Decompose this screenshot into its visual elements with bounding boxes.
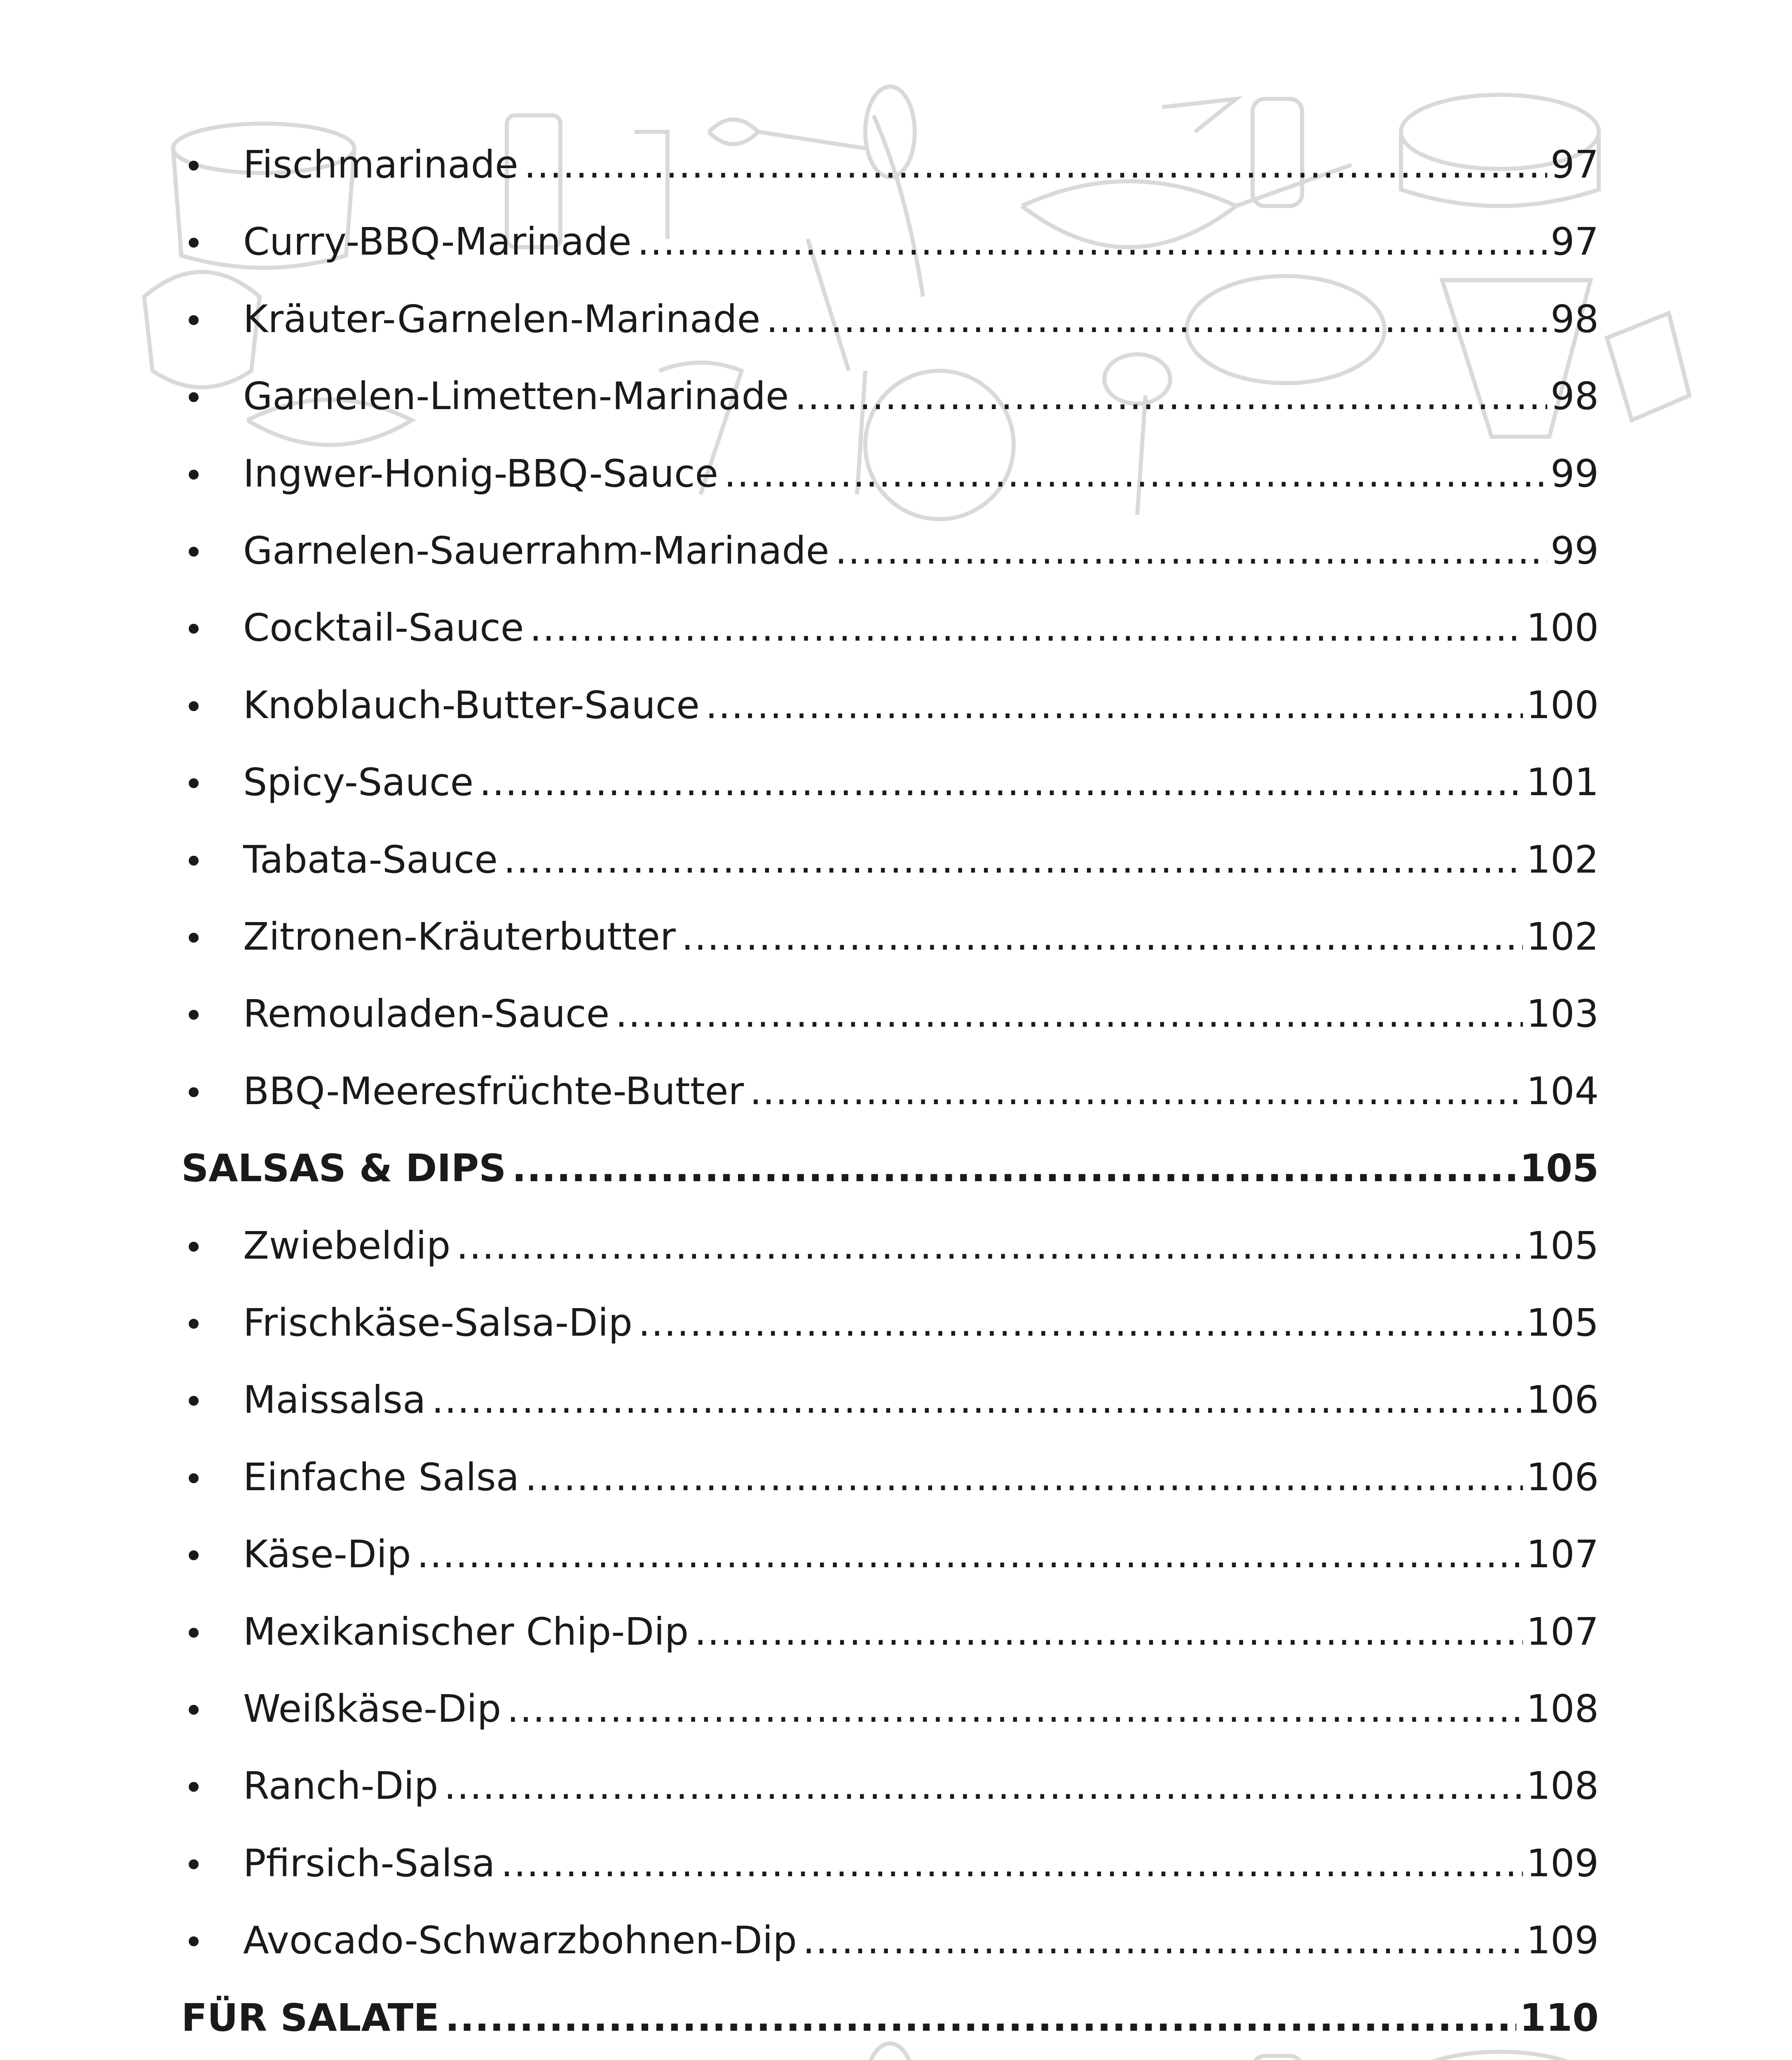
bullet-icon xyxy=(181,1670,243,1748)
toc-page-number: 104 xyxy=(1526,1069,1599,1113)
toc-entry xyxy=(181,1825,1599,1902)
toc-entry-title: Zwiebeldip xyxy=(243,1223,451,1268)
dot-leader xyxy=(724,435,1547,513)
toc-entry xyxy=(181,1053,1599,1130)
bullet-icon xyxy=(181,1902,243,1979)
dot-leader xyxy=(638,1284,1523,1362)
dot-leader xyxy=(766,281,1547,358)
dot-leader xyxy=(637,203,1547,281)
dot-leader xyxy=(630,2056,1523,2060)
toc-entry xyxy=(181,744,1599,821)
bullet-icon xyxy=(181,1593,243,1671)
toc-entry-title: Garnelen-Limetten-Marinade xyxy=(243,374,789,419)
toc-entry xyxy=(181,589,1599,667)
bullet-icon xyxy=(181,975,243,1053)
toc-entry xyxy=(181,1207,1599,1285)
toc-page-number: 109 xyxy=(1526,1841,1599,1885)
dot-leader xyxy=(507,1670,1523,1748)
dot-leader xyxy=(417,1516,1523,1593)
bullet-icon xyxy=(181,1439,243,1516)
toc-entry xyxy=(181,1439,1599,1516)
bullet-icon xyxy=(181,589,243,667)
toc-entry-title: Spicy-Sauce xyxy=(243,760,474,805)
toc-entry-title: Garnelen-Sauerrahm-Marinade xyxy=(243,529,829,573)
toc-entry-title: Maissalsa xyxy=(243,1378,426,1422)
dot-leader xyxy=(444,1747,1523,1825)
toc-page-number: 108 xyxy=(1526,1687,1599,1731)
toc-entry xyxy=(181,1670,1599,1748)
bullet-icon xyxy=(181,1361,243,1439)
toc-entry-title: Fischmarinade xyxy=(243,143,518,187)
dot-leader xyxy=(529,589,1523,667)
dot-leader xyxy=(512,1130,1516,1207)
dot-leader xyxy=(456,1207,1523,1285)
toc-entry-title: Ingwer-Honig-BBQ-Sauce xyxy=(243,451,719,496)
toc-section-heading xyxy=(181,1979,1599,2057)
bullet-icon xyxy=(181,1053,243,1130)
toc-page-number: 107 xyxy=(1526,1532,1599,1577)
toc-entry-title: Einfache Salsa xyxy=(243,1455,520,1499)
dot-leader xyxy=(431,1361,1523,1439)
toc-entry xyxy=(181,1516,1599,1593)
bullet-icon xyxy=(181,512,243,590)
bullet-icon xyxy=(181,898,243,976)
toc-entry xyxy=(181,512,1599,590)
toc-page-number: 99 xyxy=(1550,529,1599,573)
dot-leader xyxy=(479,744,1523,821)
dot-leader xyxy=(682,898,1523,976)
toc-entry-title: Käse-Dip xyxy=(243,1532,411,1577)
dot-leader xyxy=(525,1439,1523,1516)
dot-leader xyxy=(501,1825,1523,1902)
toc-entry-title: FÜR SALATE xyxy=(181,1995,440,2040)
toc-page-number: 100 xyxy=(1526,606,1599,650)
toc-entry-title: Avocado-Schwarzbohnen-Dip xyxy=(243,1918,797,1963)
toc-entry-title: Zitronen-Kräuterbutter xyxy=(243,915,676,959)
toc-page-number: 99 xyxy=(1550,451,1599,496)
toc-entry-title xyxy=(243,2056,630,2060)
toc-page-number: 109 xyxy=(1526,1918,1599,1963)
toc-page-number: 105 xyxy=(1526,1223,1599,1268)
bullet-icon xyxy=(181,744,243,821)
toc-entry xyxy=(181,1284,1599,1362)
bullet-icon xyxy=(181,1747,243,1825)
toc-entry xyxy=(181,1361,1599,1439)
toc-entry-title: BBQ-Meeresfrüchte-Butter xyxy=(243,1069,744,1113)
toc-page-number: 97 xyxy=(1550,143,1599,187)
toc-page-number: 100 xyxy=(1526,683,1599,727)
dot-leader xyxy=(705,667,1523,744)
dot-leader xyxy=(795,358,1547,435)
bullet-icon xyxy=(181,2056,243,2060)
dot-leader xyxy=(750,1053,1523,1130)
toc-page-number: 110 xyxy=(1519,1995,1599,2040)
toc-page-number: 106 xyxy=(1526,1378,1599,1422)
toc-entry-title: Cocktail-Sauce xyxy=(243,606,524,650)
toc-page-number: 108 xyxy=(1526,1764,1599,1808)
toc-entry xyxy=(181,2056,1599,2060)
toc-entry xyxy=(181,821,1599,899)
toc-page-number xyxy=(1523,2056,1599,2060)
toc-entry-title: Frischkäse-Salsa-Dip xyxy=(243,1301,632,1345)
toc-page-number: 106 xyxy=(1526,1455,1599,1499)
toc-entry xyxy=(181,667,1599,744)
bullet-icon xyxy=(181,1284,243,1362)
bullet-icon xyxy=(181,281,243,358)
toc-entry-title: Kräuter-Garnelen-Marinade xyxy=(243,297,761,341)
toc-entry xyxy=(181,435,1599,513)
toc-entry-title: Ranch-Dip xyxy=(243,1764,438,1808)
bullet-icon xyxy=(181,667,243,744)
bullet-icon xyxy=(181,126,243,204)
toc-entry xyxy=(181,1593,1599,1671)
bullet-icon xyxy=(181,1207,243,1285)
toc-entry-title: SALSAS & DIPS xyxy=(181,1146,506,1191)
toc-entry-title: Remouladen-Sauce xyxy=(243,992,610,1036)
toc-entry xyxy=(181,898,1599,976)
toc-page-number: 105 xyxy=(1526,1301,1599,1345)
toc-page-number: 97 xyxy=(1550,220,1599,264)
bullet-icon xyxy=(181,821,243,899)
dot-leader xyxy=(524,126,1547,204)
toc-page-number: 102 xyxy=(1526,915,1599,959)
toc-entry-title: Pfirsich-Salsa xyxy=(243,1841,495,1885)
toc-section-heading xyxy=(181,1130,1599,1207)
bullet-icon xyxy=(181,1825,243,1902)
toc-page-number: 107 xyxy=(1526,1609,1599,1654)
toc-entry xyxy=(181,126,1599,204)
toc-entry xyxy=(181,281,1599,358)
toc-entry xyxy=(181,203,1599,281)
dot-leader xyxy=(694,1593,1523,1671)
toc-entry-title: Tabata-Sauce xyxy=(243,837,498,882)
toc-entry xyxy=(181,1902,1599,1979)
dot-leader xyxy=(835,512,1547,590)
dot-leader xyxy=(803,1902,1523,1979)
toc-entry-title: Knoblauch-Butter-Sauce xyxy=(243,683,700,727)
toc-entry-title: Curry-BBQ-Marinade xyxy=(243,220,632,264)
toc-page-number: 98 xyxy=(1550,297,1599,341)
toc-entry-title: Mexikanischer Chip-Dip xyxy=(243,1609,689,1654)
toc-page-number: 103 xyxy=(1526,992,1599,1036)
toc-entry-title: Weißkäse-Dip xyxy=(243,1687,501,1731)
bullet-icon xyxy=(181,1516,243,1593)
toc-page-number: 102 xyxy=(1526,837,1599,882)
dot-leader xyxy=(504,821,1523,899)
toc-entry xyxy=(181,975,1599,1053)
dot-leader xyxy=(445,1979,1516,2057)
bullet-icon xyxy=(181,435,243,513)
toc-page-number: 101 xyxy=(1526,760,1599,805)
bullet-icon xyxy=(181,203,243,281)
toc-page-number: 98 xyxy=(1550,374,1599,419)
dot-leader xyxy=(615,975,1523,1053)
toc-entry xyxy=(181,1747,1599,1825)
bullet-icon xyxy=(181,358,243,435)
toc-entry xyxy=(181,358,1599,435)
toc-page-number: 105 xyxy=(1519,1146,1599,1191)
